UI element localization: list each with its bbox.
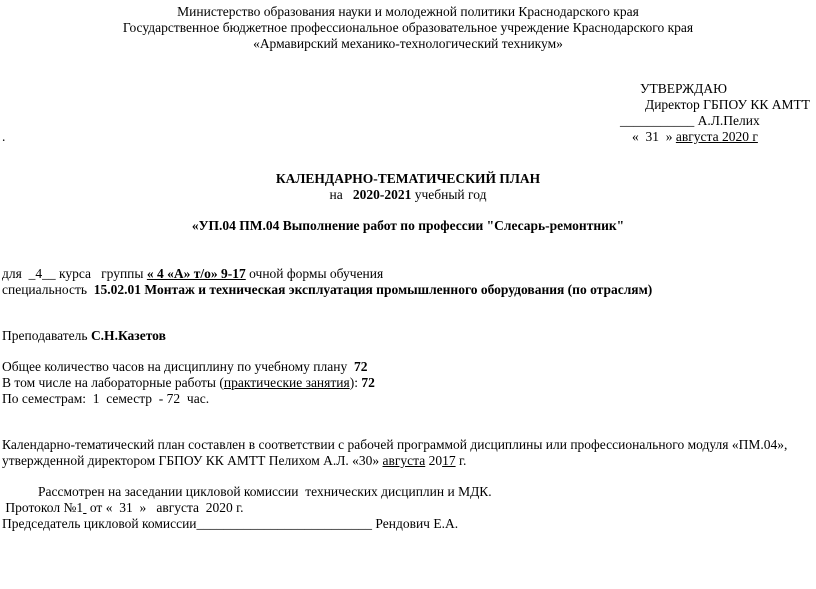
group-line bbox=[2, 266, 383, 282]
approval-date-year: 2020 г bbox=[721, 129, 758, 144]
approval-date bbox=[632, 129, 758, 145]
basis-year-b: 17 bbox=[442, 453, 456, 468]
approval-date-day: « 31 » bbox=[632, 129, 676, 144]
group-name: « 4 «А» т/о» 9-17 bbox=[146, 266, 246, 281]
specialty-line bbox=[2, 282, 652, 298]
basis-line-1: Календарно-тематический план составлен в соответствии с рабочей программой дисциплины или профессионального модуля «ПМ.04», bbox=[2, 437, 788, 452]
total-hours-line bbox=[2, 359, 367, 375]
lab-hours-value: 72 bbox=[361, 375, 375, 390]
plan-year bbox=[0, 187, 816, 203]
plan-year-suffix: учебный год bbox=[411, 187, 487, 202]
semester-line: По семестрам: 1 семестр - 72 час. bbox=[2, 391, 210, 406]
director-name: А.Л.Пелих bbox=[694, 113, 760, 128]
group-prefix: для _ bbox=[2, 266, 36, 281]
basis-end: г. bbox=[455, 453, 467, 468]
group-suffix: очной формы обучения bbox=[245, 266, 384, 281]
group-course: 4 bbox=[35, 266, 43, 281]
teacher-name: С.Н.Казетов bbox=[90, 328, 166, 343]
chair-line bbox=[2, 516, 458, 532]
specialty-value: 15.02.01 Монтаж и техническая эксплуатация промышленного оборудования (по отраслям) bbox=[93, 282, 653, 297]
teacher-prefix: Преподаватель bbox=[2, 328, 91, 343]
institution-line: Государственное бюджетное профессиональное образовательное учреждение Краснодарского края bbox=[122, 20, 694, 35]
plan-subject: «УП.04 ПМ.04 Выполнение работ по профессии "Слесарь-ремонтник" bbox=[191, 218, 625, 233]
teacher-line bbox=[2, 328, 166, 344]
approval-title: УТВЕРЖДАЮ bbox=[640, 81, 728, 96]
total-hours-prefix: Общее количество часов на дисциплину по учебному плану bbox=[2, 359, 354, 374]
protocol-line bbox=[2, 500, 244, 516]
lab-hours-prefix: В том числе на лабораторные работы ( bbox=[2, 375, 224, 390]
chair-name: Рендович Е.А. bbox=[372, 516, 459, 531]
basis-year-a: 20 bbox=[425, 453, 443, 468]
chair-signature-line: __________________________ bbox=[196, 516, 373, 531]
plan-year-value: 2020-2021 bbox=[352, 187, 412, 202]
total-hours-value: 72 bbox=[353, 359, 368, 374]
ministry-line: Министерство образования науки и молодежной политики Краснодарского края bbox=[177, 4, 639, 19]
plan-year-prefix: на bbox=[329, 187, 353, 202]
lab-hours-kind: практические занятия bbox=[223, 375, 350, 390]
approval-signature bbox=[620, 113, 760, 129]
chair-prefix: Председатель цикловой комиссии bbox=[2, 516, 197, 531]
plan-title: КАЛЕНДАРНО-ТЕМАТИЧЕСКИЙ ПЛАН bbox=[275, 171, 541, 186]
signature-line: ___________ bbox=[620, 113, 695, 128]
basis-line-2 bbox=[2, 453, 466, 469]
protocol-prefix: Протокол №1 bbox=[2, 500, 84, 515]
commission-reviewed: Рассмотрен на заседании цикловой комиссии технических дисциплин и МДК. bbox=[38, 484, 492, 499]
approval-position: Директор ГБПОУ КК АМТТ bbox=[645, 97, 811, 112]
protocol-rest: от « 31 » августа 2020 г. bbox=[86, 500, 244, 515]
basis-month: августа bbox=[382, 453, 426, 468]
lab-hours-line bbox=[2, 375, 375, 391]
lab-hours-mid: ): bbox=[349, 375, 362, 390]
specialty-prefix: специальность bbox=[2, 282, 94, 297]
stray-dot: . bbox=[2, 129, 6, 144]
approval-date-month: августа bbox=[675, 129, 722, 144]
basis-line-2-prefix: утвержденной директором ГБПОУ КК АМТТ Пелихом А.Л. «30» bbox=[2, 453, 383, 468]
college-line: «Армавирский механико-технологический техникум» bbox=[253, 36, 563, 51]
group-course-suffix: __ курса группы bbox=[42, 266, 147, 281]
